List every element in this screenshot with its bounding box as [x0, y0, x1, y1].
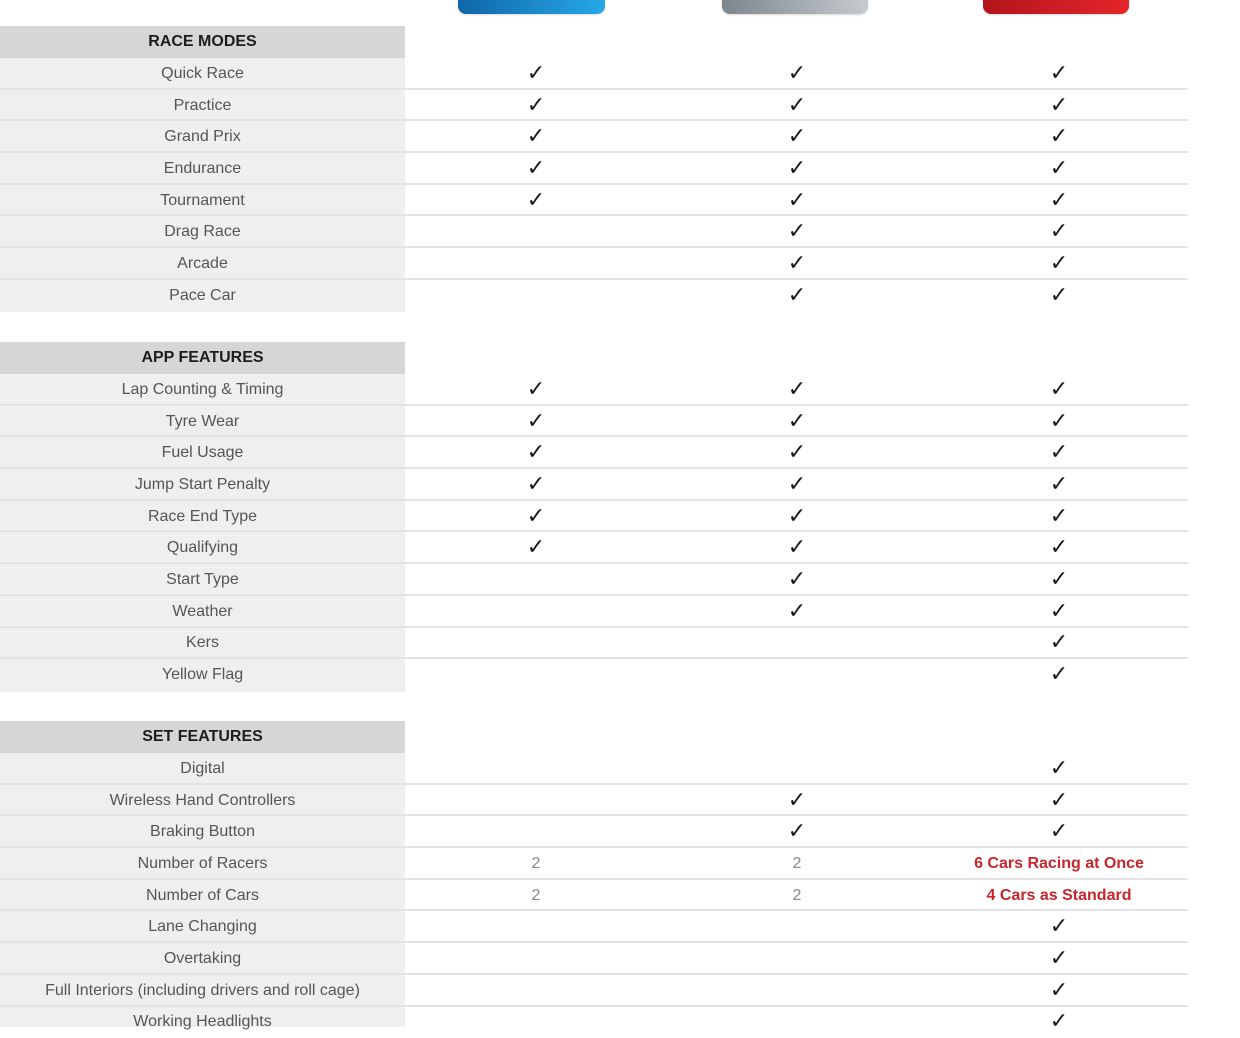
value-cell [436, 280, 636, 312]
table-row [0, 912, 1188, 944]
table-row [0, 217, 1188, 249]
feature-label: Endurance [163, 159, 242, 177]
product-badge-2 [722, 0, 868, 14]
section-header [0, 342, 1188, 374]
feature-label: Working Headlights [133, 1013, 272, 1031]
checkmark-icon: ✓ [787, 503, 807, 529]
value-cell [436, 217, 636, 249]
checkmark-icon: ✓ [1049, 251, 1069, 277]
table-row [0, 596, 1188, 628]
feature-label: Wireless Hand Controllers [109, 791, 296, 809]
table-row [0, 406, 1188, 438]
value-cell [436, 816, 636, 848]
table-row [0, 437, 1188, 469]
value-cell [697, 659, 897, 691]
checkmark-icon: ✓ [787, 471, 807, 497]
feature-label: Quick Race [161, 64, 244, 82]
checkmark-icon: ✓ [1049, 60, 1069, 86]
value-cell: 2 [531, 886, 541, 904]
feature-label: Practice [173, 96, 232, 114]
table-row [0, 248, 1188, 280]
table-row [0, 185, 1188, 217]
feature-label: Weather [172, 602, 233, 620]
feature-label: Tournament [160, 191, 245, 209]
value-cell [436, 975, 636, 1007]
value-cell [697, 943, 897, 975]
feature-label: Grand Prix [164, 128, 241, 146]
product-badge-3 [983, 0, 1129, 14]
feature-label: Overtaking [163, 950, 242, 968]
value-cell [436, 943, 636, 975]
checkmark-icon: ✓ [787, 535, 807, 561]
table-row [0, 153, 1188, 185]
section-title: SET FEATURES [0, 721, 405, 753]
checkmark-icon: ✓ [787, 440, 807, 466]
feature-label: Start Type [166, 571, 239, 589]
table-row [0, 975, 1188, 1007]
checkmark-icon: ✓ [1049, 598, 1069, 624]
checkmark-icon: ✓ [526, 503, 546, 529]
value-cell [697, 912, 897, 944]
checkmark-icon: ✓ [1049, 219, 1069, 245]
table-row [0, 501, 1188, 533]
feature-label: Qualifying [166, 539, 239, 557]
value-cell [436, 659, 636, 691]
value-cell [697, 1007, 897, 1038]
table-row [0, 753, 1188, 785]
checkmark-icon: ✓ [526, 440, 546, 466]
value-cell [436, 1007, 636, 1038]
checkmark-icon: ✓ [1049, 662, 1069, 688]
checkmark-icon: ✓ [526, 187, 546, 213]
table-row [0, 1007, 1188, 1038]
value-cell [697, 628, 897, 660]
checkmark-icon: ✓ [787, 376, 807, 402]
table-row [0, 816, 1188, 848]
checkmark-icon: ✓ [1049, 282, 1069, 308]
checkmark-icon: ✓ [526, 471, 546, 497]
feature-label: Fuel Usage [161, 444, 244, 462]
value-cell [436, 785, 636, 817]
product-badge-1 [458, 0, 605, 14]
checkmark-icon: ✓ [787, 219, 807, 245]
checkmark-icon: ✓ [1049, 819, 1069, 845]
checkmark-icon: ✓ [1049, 92, 1069, 118]
checkmark-icon: ✓ [787, 282, 807, 308]
checkmark-icon: ✓ [1049, 946, 1069, 972]
checkmark-icon: ✓ [1049, 155, 1069, 181]
checkmark-icon: ✓ [1049, 187, 1069, 213]
feature-label: Full Interiors (including drivers and roll cage) [45, 981, 360, 999]
value-cell [436, 628, 636, 660]
table-row [0, 90, 1188, 122]
value-cell [436, 564, 636, 596]
checkmark-icon: ✓ [787, 60, 807, 86]
checkmark-icon: ✓ [526, 60, 546, 86]
checkmark-icon: ✓ [787, 408, 807, 434]
value-cell: 2 [792, 854, 802, 872]
checkmark-icon: ✓ [1049, 567, 1069, 593]
feature-label: Number of Racers [137, 854, 268, 872]
checkmark-icon: ✓ [787, 819, 807, 845]
table-row [0, 374, 1188, 406]
value-cell: 2 [531, 854, 541, 872]
checkmark-icon: ✓ [1049, 471, 1069, 497]
checkmark-icon: ✓ [1049, 1009, 1069, 1035]
feature-label: Braking Button [150, 823, 255, 841]
checkmark-icon: ✓ [526, 408, 546, 434]
feature-label: Digital [180, 759, 225, 777]
value-cell: 2 [792, 886, 802, 904]
checkmark-icon: ✓ [526, 92, 546, 118]
checkmark-icon: ✓ [1049, 535, 1069, 561]
feature-label: Drag Race [164, 223, 241, 241]
table-row [0, 58, 1188, 90]
checkmark-icon: ✓ [787, 251, 807, 277]
feature-label: Race End Type [147, 507, 258, 525]
checkmark-icon: ✓ [526, 376, 546, 402]
feature-label: Arcade [177, 255, 228, 273]
checkmark-icon: ✓ [1049, 755, 1069, 781]
value-cell [436, 912, 636, 944]
checkmark-icon: ✓ [526, 155, 546, 181]
table-row [0, 564, 1188, 596]
feature-label: Tyre Wear [165, 412, 240, 430]
checkmark-icon: ✓ [1049, 787, 1069, 813]
table-row [0, 121, 1188, 153]
table-row [0, 628, 1188, 660]
value-cell [697, 975, 897, 1007]
checkmark-icon: ✓ [787, 155, 807, 181]
highlight-value: 6 Cars Racing at Once [974, 854, 1144, 872]
table-row [0, 280, 1188, 312]
feature-label: Lap Counting & Timing [121, 380, 284, 398]
feature-label: Jump Start Penalty [134, 475, 271, 493]
checkmark-icon: ✓ [526, 124, 546, 150]
checkmark-icon: ✓ [1049, 376, 1069, 402]
feature-label: Pace Car [169, 286, 236, 304]
table-row [0, 469, 1188, 501]
value-cell [697, 753, 897, 785]
feature-label: Number of Cars [146, 886, 259, 904]
checkmark-icon: ✓ [1049, 440, 1069, 466]
checkmark-icon: ✓ [787, 598, 807, 624]
checkmark-icon: ✓ [787, 124, 807, 150]
feature-label: Kers [186, 634, 219, 652]
value-cell [436, 596, 636, 628]
checkmark-icon: ✓ [1049, 408, 1069, 434]
section-header [0, 26, 1188, 58]
checkmark-icon: ✓ [1049, 124, 1069, 150]
checkmark-icon: ✓ [1049, 914, 1069, 940]
section-title: RACE MODES [0, 26, 405, 58]
checkmark-icon: ✓ [1049, 977, 1069, 1003]
feature-label: Lane Changing [148, 918, 257, 936]
checkmark-icon: ✓ [787, 567, 807, 593]
checkmark-icon: ✓ [1049, 630, 1069, 656]
highlight-value: 4 Cars as Standard [986, 886, 1132, 904]
checkmark-icon: ✓ [1049, 503, 1069, 529]
section-title: APP FEATURES [0, 342, 405, 374]
value-cell [436, 248, 636, 280]
feature-label: Yellow Flag [161, 666, 244, 684]
checkmark-icon: ✓ [787, 187, 807, 213]
checkmark-icon: ✓ [787, 92, 807, 118]
checkmark-icon: ✓ [787, 787, 807, 813]
table-row [0, 943, 1188, 975]
table-row [0, 785, 1188, 817]
table-row [0, 533, 1188, 565]
table-row [0, 659, 1188, 691]
table-row [0, 880, 1188, 912]
value-cell [436, 753, 636, 785]
section-header [0, 721, 1188, 753]
checkmark-icon: ✓ [526, 535, 546, 561]
table-row [0, 848, 1188, 880]
